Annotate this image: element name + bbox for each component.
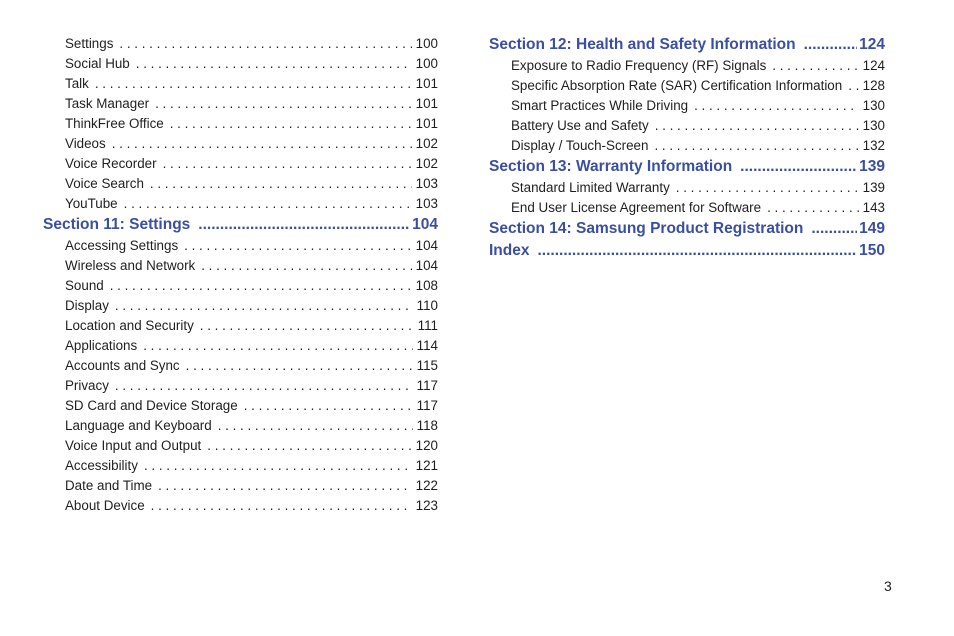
entry-title: Voice Search xyxy=(65,174,150,194)
page-ref: 110 xyxy=(413,296,438,316)
toc-entry-display[interactable] xyxy=(43,296,438,316)
dot-leader xyxy=(772,56,858,76)
entry-title: End User License Agreement for Software xyxy=(511,198,767,218)
toc-entry-about-device[interactable] xyxy=(43,496,438,516)
entry-title: Sound xyxy=(65,276,110,296)
page-ref: 104 xyxy=(412,256,438,276)
toc-entry-applications[interactable] xyxy=(43,336,438,356)
entry-title: ThinkFree Office xyxy=(65,114,170,134)
page-ref: 101 xyxy=(412,94,438,114)
entry-title: Social Hub xyxy=(65,54,136,74)
page-ref: 132 xyxy=(859,136,885,156)
dot-leader xyxy=(95,74,412,94)
toc-entry-wireless-and-network[interactable] xyxy=(43,256,438,276)
page-ref: 143 xyxy=(859,198,885,218)
page-ref: 108 xyxy=(412,276,438,296)
page-ref: 100 xyxy=(412,34,438,54)
toc-entry-specific-absorption-rate-sar-certification-information[interactable] xyxy=(489,76,885,96)
entry-title: Accounts and Sync xyxy=(65,356,186,376)
dot-leader xyxy=(767,198,859,218)
dot-leader xyxy=(119,34,411,54)
dot-leader xyxy=(110,276,412,296)
entry-title: Videos xyxy=(65,134,112,154)
page-ref: 121 xyxy=(412,456,438,476)
entry-title: Talk xyxy=(65,74,95,94)
page-ref: 150 xyxy=(857,240,885,262)
dot-leader xyxy=(150,174,412,194)
entry-title: Settings xyxy=(65,34,119,54)
page-ref: 123 xyxy=(412,496,438,516)
toc-entry-voice-recorder[interactable] xyxy=(43,154,438,174)
dot-leader xyxy=(804,34,858,56)
toc-entry-location-and-security[interactable] xyxy=(43,316,438,336)
toc-left-column xyxy=(43,34,438,516)
dot-leader xyxy=(740,156,857,178)
dot-leader xyxy=(811,218,857,240)
dot-leader xyxy=(848,76,858,96)
toc-entry-voice-input-and-output[interactable] xyxy=(43,436,438,456)
dot-leader xyxy=(124,194,412,214)
entry-title: Battery Use and Safety xyxy=(511,116,655,136)
dot-leader xyxy=(676,178,859,198)
dot-leader xyxy=(198,214,410,236)
toc-entry-privacy[interactable] xyxy=(43,376,438,396)
toc-section-section-14-samsung-product-registration[interactable] xyxy=(489,218,885,240)
page-ref: 124 xyxy=(859,56,885,76)
toc-entry-thinkfree-office[interactable] xyxy=(43,114,438,134)
entry-title: Privacy xyxy=(65,376,115,396)
toc-entry-smart-practices-while-driving[interactable] xyxy=(489,96,885,116)
dot-leader xyxy=(163,154,412,174)
dot-leader xyxy=(151,496,412,516)
page-ref: 103 xyxy=(412,194,438,214)
toc-entry-end-user-license-agreement-for-software[interactable] xyxy=(489,198,885,218)
page-ref: 117 xyxy=(413,396,438,416)
toc-entry-task-manager[interactable] xyxy=(43,94,438,114)
entry-title: Display / Touch-Screen xyxy=(511,136,654,156)
entry-title: Applications xyxy=(65,336,143,356)
toc-entry-date-and-time[interactable] xyxy=(43,476,438,496)
entry-title: About Device xyxy=(65,496,151,516)
page-ref: 149 xyxy=(857,218,885,240)
toc-entry-language-and-keyboard[interactable] xyxy=(43,416,438,436)
toc-entry-battery-use-and-safety[interactable] xyxy=(489,116,885,136)
entry-title: Display xyxy=(65,296,115,316)
toc-entry-display-touch-screen[interactable] xyxy=(489,136,885,156)
section-title: Section 14: Samsung Product Registration xyxy=(489,218,811,240)
page-number: 3 xyxy=(884,578,892,594)
page-ref: 104 xyxy=(412,236,438,256)
page-ref: 103 xyxy=(412,174,438,194)
entry-title: Specific Absorption Rate (SAR) Certification Information xyxy=(511,76,848,96)
page-ref: 122 xyxy=(412,476,438,496)
page-ref: 128 xyxy=(859,76,885,96)
page-ref: 104 xyxy=(410,214,438,236)
page-ref: 130 xyxy=(859,96,885,116)
dot-leader xyxy=(654,136,858,156)
dot-leader xyxy=(655,116,859,136)
entry-title: Wireless and Network xyxy=(65,256,201,276)
toc-section-section-13-warranty-information[interactable] xyxy=(489,156,885,178)
dot-leader xyxy=(136,54,412,74)
dot-leader xyxy=(186,356,413,376)
page-ref: 102 xyxy=(412,134,438,154)
page-ref: 114 xyxy=(413,336,438,356)
page-ref: 101 xyxy=(412,74,438,94)
toc-section-section-11-settings[interactable] xyxy=(43,214,438,236)
entry-title: Accessing Settings xyxy=(65,236,184,256)
dot-leader xyxy=(184,236,412,256)
dot-leader xyxy=(170,114,412,134)
page-ref: 102 xyxy=(412,154,438,174)
dot-leader xyxy=(244,396,413,416)
page-ref: 117 xyxy=(413,376,438,396)
dot-leader xyxy=(201,256,411,276)
toc-right-column xyxy=(489,34,885,262)
toc-entry-talk[interactable] xyxy=(43,74,438,94)
dot-leader xyxy=(218,416,413,436)
toc-entry-voice-search[interactable] xyxy=(43,174,438,194)
entry-title: Location and Security xyxy=(65,316,200,336)
dot-leader xyxy=(158,476,412,496)
page-ref: 118 xyxy=(413,416,438,436)
entry-title: Accessibility xyxy=(65,456,144,476)
page-ref: 139 xyxy=(857,156,885,178)
entry-title: Task Manager xyxy=(65,94,155,114)
page-ref: 120 xyxy=(412,436,438,456)
toc-entry-standard-limited-warranty[interactable] xyxy=(489,178,885,198)
page-ref: 139 xyxy=(859,178,885,198)
entry-title: Standard Limited Warranty xyxy=(511,178,676,198)
page-ref: 100 xyxy=(412,54,438,74)
toc-entry-accessing-settings[interactable] xyxy=(43,236,438,256)
toc-entry-sound[interactable] xyxy=(43,276,438,296)
page-ref: 111 xyxy=(414,316,438,336)
toc-entry-youtube[interactable] xyxy=(43,194,438,214)
entry-title: Exposure to Radio Frequency (RF) Signals xyxy=(511,56,772,76)
toc-entry-exposure-to-radio-frequency-rf-signals[interactable] xyxy=(489,56,885,76)
toc-entry-videos[interactable] xyxy=(43,134,438,154)
page-ref: 130 xyxy=(859,116,885,136)
toc-entry-social-hub[interactable] xyxy=(43,54,438,74)
entry-title: Voice Recorder xyxy=(65,154,163,174)
page-ref: 101 xyxy=(412,114,438,134)
section-title: Index xyxy=(489,240,537,262)
page-ref: 124 xyxy=(857,34,885,56)
entry-title: Language and Keyboard xyxy=(65,416,218,436)
dot-leader xyxy=(115,376,413,396)
toc-entry-sd-card-and-device-storage[interactable] xyxy=(43,396,438,416)
toc-section-index[interactable] xyxy=(489,240,885,262)
toc-section-section-12-health-and-safety-information[interactable] xyxy=(489,34,885,56)
entry-title: YouTube xyxy=(65,194,124,214)
section-title: Section 11: Settings xyxy=(43,214,198,236)
entry-title: SD Card and Device Storage xyxy=(65,396,244,416)
dot-leader xyxy=(112,134,412,154)
dot-leader xyxy=(115,296,413,316)
dot-leader xyxy=(144,456,412,476)
entry-title: Date and Time xyxy=(65,476,158,496)
section-title: Section 12: Health and Safety Information xyxy=(489,34,804,56)
toc-entry-settings[interactable] xyxy=(43,34,438,54)
toc-entry-accessibility[interactable] xyxy=(43,456,438,476)
dot-leader xyxy=(200,316,414,336)
dot-leader xyxy=(143,336,412,356)
dot-leader xyxy=(207,436,411,456)
toc-entry-accounts-and-sync[interactable] xyxy=(43,356,438,376)
section-title: Section 13: Warranty Information xyxy=(489,156,740,178)
dot-leader xyxy=(537,240,857,262)
dot-leader xyxy=(694,96,859,116)
dot-leader xyxy=(155,94,412,114)
page-ref: 115 xyxy=(413,356,438,376)
entry-title: Voice Input and Output xyxy=(65,436,207,456)
entry-title: Smart Practices While Driving xyxy=(511,96,694,116)
